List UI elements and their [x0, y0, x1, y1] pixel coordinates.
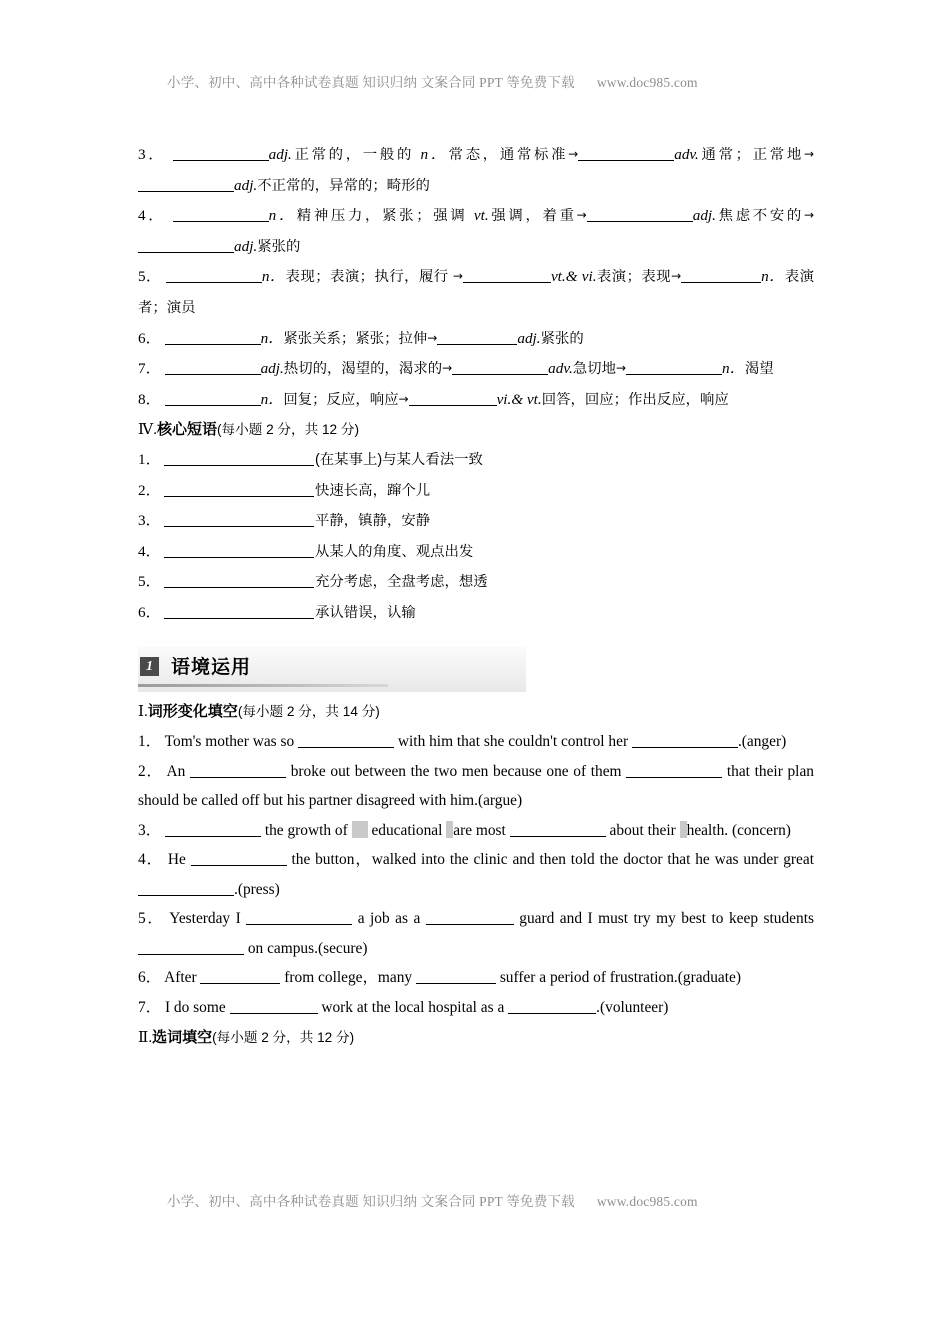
pos-tag: vt.& vi.	[550, 268, 597, 286]
fill-blank[interactable]	[164, 512, 314, 527]
fill-blank[interactable]	[587, 207, 693, 222]
phrase-meaning: 充分考虑，全盘考虑，想透	[315, 574, 488, 591]
fill-blank[interactable]	[165, 391, 261, 406]
word-form-item-3	[138, 140, 814, 201]
item-number: 4．	[138, 851, 164, 869]
item-number: 5．	[138, 910, 165, 928]
running-header	[167, 71, 827, 91]
item-number: 3．	[138, 512, 161, 530]
arrow-icon: →	[803, 147, 814, 161]
sentence-part: broke out between the two men because one of them	[290, 762, 622, 780]
definition: 表演；表现	[596, 269, 672, 286]
item-number: 8．	[138, 390, 161, 408]
fill-blank[interactable]	[173, 146, 269, 161]
arrow-icon: →	[398, 391, 409, 406]
exercise-item-6	[138, 963, 814, 993]
fill-blank[interactable]	[164, 482, 314, 497]
sentence-part: Yesterday I	[169, 910, 241, 928]
arrow-icon: →	[803, 208, 815, 223]
sentence-part: about their	[609, 821, 676, 839]
definition: 紧张关系；紧张；拉伸	[283, 330, 428, 347]
fill-blank[interactable]	[681, 268, 761, 283]
sentence-part: work at the local hospital as a	[321, 998, 505, 1016]
sentence-part: health.	[686, 821, 729, 839]
fill-blank[interactable]	[200, 969, 280, 984]
section-title: 核心短语	[156, 421, 217, 439]
item-number: 1．	[138, 733, 162, 751]
pos-tag: n．	[268, 207, 297, 225]
phrase-item	[138, 445, 814, 476]
item-number: 2．	[138, 481, 161, 499]
pos-tag: adj.	[260, 360, 284, 378]
banner-title: 语境运用	[171, 657, 252, 679]
sentence-part: .(anger)	[737, 733, 787, 751]
item-number: 7．	[138, 998, 162, 1016]
exercise-item-4	[138, 845, 814, 904]
sentence-part: An	[166, 762, 186, 780]
fill-blank[interactable]	[437, 330, 517, 345]
pos-tag: n．	[260, 329, 284, 347]
section-score: (每小题 2 分，共 12 分)	[217, 422, 359, 438]
pos-tag: n．	[420, 146, 449, 163]
pos-tag: adj.	[517, 329, 541, 347]
word-form-item-7	[138, 354, 814, 385]
definition: 急切地	[572, 361, 616, 378]
definition: 正常的，一般的	[291, 147, 415, 163]
pos-tag: adv.	[674, 146, 699, 163]
pos-tag: n．	[261, 268, 286, 286]
exercise-item-1	[138, 727, 814, 757]
definition: 紧张的	[540, 330, 584, 347]
phrase-item	[138, 567, 814, 598]
sentence-part: suffer a period of frustration.(graduate)	[499, 969, 741, 987]
sentence-part: Tom's mother was so	[164, 733, 295, 751]
section-dot: .	[148, 1029, 153, 1047]
fill-blank[interactable]	[246, 910, 352, 925]
section-dot: .	[153, 421, 157, 439]
definition: 不正常的，异常的；畸形的	[257, 177, 430, 194]
fill-blank[interactable]	[138, 881, 234, 896]
word-form-item-6	[138, 324, 814, 355]
fill-blank[interactable]	[173, 207, 269, 222]
arrow-icon: →	[576, 208, 587, 223]
definition: 回复；反应，响应	[283, 391, 399, 408]
item-number: 5．	[138, 573, 161, 591]
fill-blank[interactable]	[164, 451, 314, 466]
item-number: 4．	[138, 207, 167, 225]
fill-blank[interactable]	[165, 822, 261, 837]
item-number: 7．	[138, 360, 161, 378]
section-roman-numeral: Ⅱ	[138, 1029, 149, 1047]
word-change-exercise-list	[138, 727, 814, 1022]
item-number: 4．	[138, 542, 161, 560]
sentence-part: are most	[453, 821, 506, 839]
section-score: (每小题 2 分，共 14 分)	[237, 704, 380, 720]
arrow-icon: →	[442, 361, 453, 376]
section-score: (每小题 2 分，共 12 分)	[212, 1030, 355, 1046]
arrow-icon: →	[452, 269, 463, 284]
section-title: 选词填空	[152, 1029, 213, 1047]
pos-tag: adj.	[692, 207, 716, 225]
definition: 渴望	[744, 361, 774, 378]
arrow-icon: →	[671, 269, 682, 284]
section-title: 词形变化填空	[147, 703, 238, 721]
fill-blank[interactable]	[426, 910, 514, 925]
definition: 常态，通常标准	[448, 147, 569, 163]
phrase-meaning: 平静，镇静，安静	[315, 513, 431, 530]
exercise-item-5	[138, 904, 814, 963]
phrase-meaning: (在某事上)与某人看法一致	[315, 452, 483, 469]
fill-blank[interactable]	[578, 146, 674, 161]
definition: 焦虑不安的	[715, 208, 804, 225]
section-roman-numeral: Ⅳ	[138, 421, 154, 439]
fill-blank[interactable]	[138, 177, 234, 192]
fill-blank[interactable]	[191, 851, 287, 866]
section-heading-word-choice	[138, 1022, 814, 1053]
pos-tag: adj.	[268, 146, 292, 163]
definition: 回答，回应；作出反应，响应	[541, 391, 729, 408]
redacted-text-block	[680, 821, 687, 838]
pos-tag: vt.	[473, 207, 489, 225]
fill-blank[interactable]	[190, 763, 286, 778]
word-form-item-8	[138, 385, 814, 416]
fill-blank[interactable]	[632, 733, 738, 748]
arrow-icon: →	[568, 147, 579, 161]
word-form-item-5	[138, 262, 814, 323]
pos-tag: n．	[722, 360, 745, 378]
running-footer-site: www.doc985.com	[596, 1194, 698, 1209]
sentence-part: the button，walked into the clinic and then told the doctor that he was under great	[291, 851, 814, 869]
definition: 表现；表演；执行，履行	[285, 269, 449, 286]
word-form-list	[138, 140, 814, 415]
fill-blank[interactable]	[138, 238, 234, 253]
section-roman-numeral: Ⅰ	[138, 703, 144, 721]
fill-blank[interactable]	[165, 330, 261, 345]
fill-blank[interactable]	[409, 391, 497, 406]
item-number: 1．	[138, 451, 161, 469]
item-number: 3．	[138, 821, 162, 839]
phrase-meaning: 从某人的角度、观点出发	[315, 543, 474, 560]
item-number: 3．	[138, 146, 167, 163]
section-dot: .	[144, 703, 148, 721]
definition: 紧张的	[257, 238, 301, 255]
sentence-part: the growth of	[264, 821, 348, 839]
sentence-part: After	[164, 969, 197, 987]
item-number: 2．	[138, 762, 163, 780]
pos-tag: n．	[260, 390, 284, 408]
phrase-meaning: 承认错误，认输	[315, 604, 416, 621]
page-content	[138, 140, 814, 1053]
section-banner-context-usage	[138, 646, 814, 692]
definition: 精神压力，紧张；强调	[296, 208, 468, 225]
sentence-part: with him that she couldn't control her	[397, 733, 629, 751]
fill-blank[interactable]	[138, 940, 244, 955]
sentence-part: (concern)	[731, 821, 791, 839]
phrase-item	[138, 506, 814, 537]
fill-blank[interactable]	[626, 360, 722, 375]
fill-blank[interactable]	[508, 999, 596, 1014]
arrow-icon: →	[427, 330, 438, 345]
fill-blank[interactable]	[463, 268, 551, 283]
pos-tag: adj.	[234, 176, 258, 194]
exercise-item-3	[138, 816, 814, 846]
fill-blank[interactable]	[164, 573, 314, 588]
fill-blank[interactable]	[166, 268, 262, 283]
sentence-part: I do some	[164, 998, 226, 1016]
fill-blank[interactable]	[416, 969, 496, 984]
fill-blank[interactable]	[230, 999, 318, 1014]
fill-blank[interactable]	[510, 822, 606, 837]
pos-tag: adj.	[234, 237, 258, 255]
core-phrase-list	[138, 445, 814, 628]
pos-tag: vi.& vt.	[496, 390, 542, 408]
sentence-part: .(volunteer)	[596, 998, 669, 1016]
definition: 热切的，渴望的，渴求的	[283, 361, 443, 378]
running-footer-text: 小学、初中、高中各种试卷真题 知识归纳 文案合同 PPT 等免费下载	[167, 1194, 575, 1209]
running-footer	[167, 1190, 827, 1210]
item-number: 5．	[138, 268, 162, 286]
fill-blank[interactable]	[164, 604, 314, 619]
exercise-item-7	[138, 993, 814, 1023]
fill-blank[interactable]	[452, 360, 548, 375]
phrase-item	[138, 476, 814, 507]
sentence-part: from college，many	[284, 969, 413, 987]
phrase-item	[138, 598, 814, 629]
phrase-meaning: 快速长高，蹿个儿	[315, 482, 431, 499]
sentence-part: .(press)	[234, 880, 280, 898]
running-header-text: 小学、初中、高中各种试卷真题 知识归纳 文案合同 PPT 等免费下载	[167, 75, 575, 90]
definition: 表演者；演员	[138, 269, 814, 316]
sentence-part: that their plan should be called off but his partner disagreed with him.(argue)	[138, 762, 814, 810]
sentence-part: guard and I must try my best to keep students	[519, 910, 814, 928]
section-heading-word-change	[138, 696, 814, 727]
banner-underline-rule	[138, 684, 388, 687]
sentence-part: on campus.(secure)	[247, 939, 368, 957]
definition: 通常；正常地	[698, 147, 804, 163]
pos-tag: n．	[761, 268, 785, 286]
word-form-item-4	[138, 201, 814, 262]
phrase-item	[138, 537, 814, 568]
definition: 强调，着重	[488, 208, 577, 225]
sentence-part: a job as a	[357, 910, 421, 928]
item-number: 6．	[138, 603, 161, 621]
item-number: 6．	[138, 969, 162, 987]
exercise-item-2	[138, 757, 814, 816]
fill-blank[interactable]	[298, 733, 394, 748]
fill-blank[interactable]	[165, 360, 261, 375]
arrow-icon: →	[615, 361, 627, 376]
section-heading-core-phrases	[138, 415, 814, 445]
item-number: 6．	[138, 329, 161, 347]
banner-number-badge: 1	[140, 657, 159, 676]
running-header-site: www.doc985.com	[596, 75, 698, 90]
sentence-part: He	[167, 851, 186, 869]
pos-tag: adv.	[548, 360, 573, 378]
redacted-text-block	[352, 821, 368, 838]
fill-blank[interactable]	[164, 543, 314, 558]
fill-blank[interactable]	[626, 763, 722, 778]
sentence-part: educational	[371, 821, 443, 839]
